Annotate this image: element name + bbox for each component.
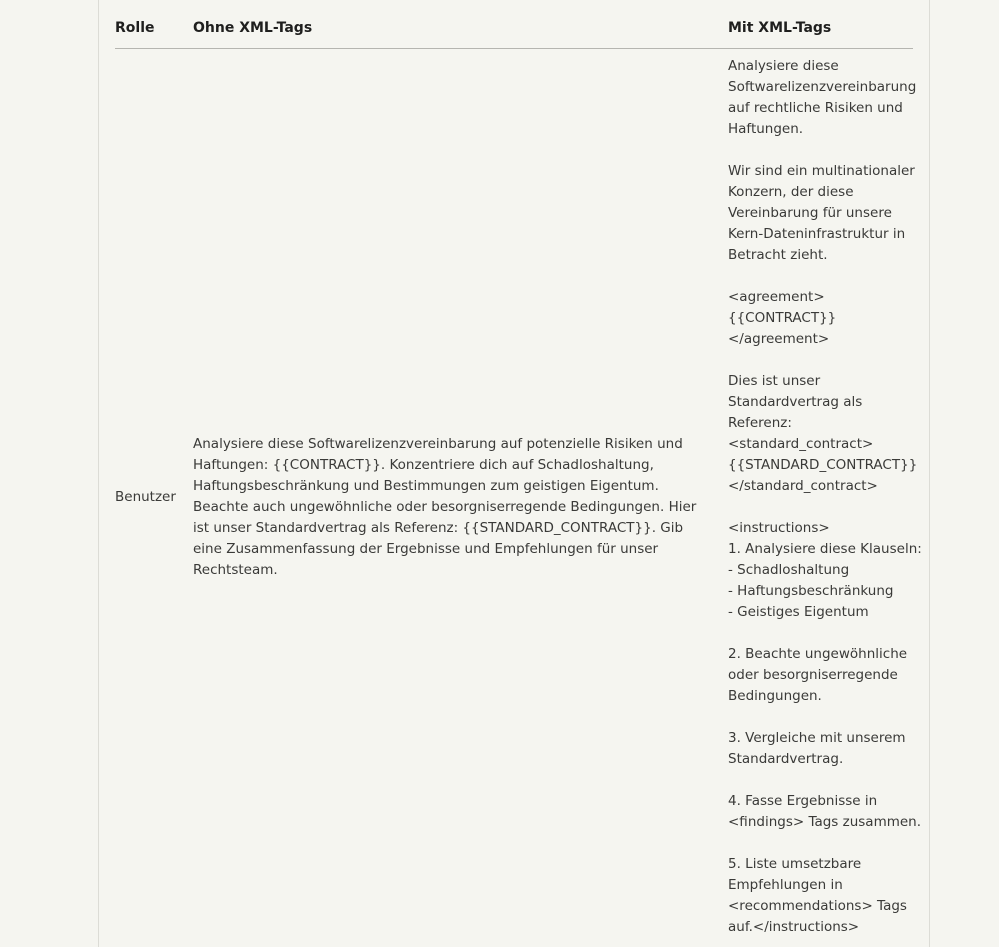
cell-role: Benutzer	[115, 489, 176, 505]
comparison-table	[98, 0, 930, 947]
header-divider	[115, 48, 913, 49]
cell-with-xml: Analysiere diese Softwarelizenzvereinbarung auf rechtliche Risiken und Haftungen. Wir sind ein multinationaler Konzern, der diese Vereinbarung für unsere Kern-Dateninfrastruktur in Betracht zieht. <agreement> {{CONTRACT}} </agreement> Dies ist unser Standardvertrag als Referenz: <standard_contract> {{STANDARD_CONTRACT}} </standard_contract> <instructions> 1. Analysiere diese Klauseln: - Schadloshaltung - Haftungsbeschränkung - Geistiges Eigentum 2. Beachte ungewöhnliche oder besorgniserregende Bedingungen. 3. Vergleiche mit unserem Standardvertrag. 4. Fasse Ergebnisse in <findings> Tags zusammen. 5. Liste umsetzbare Empfehlungen in <recommendations> Tags auf.</instructions>	[728, 58, 922, 935]
cell-without-xml: Analysiere diese Softwarelizenzvereinbarung auf potenzielle Risiken und Haftungen: {{CONTRACT}}. Konzentriere dich auf Schadloshaltung, Haftungsbeschränkung und Bestimmungen zum geistigen Eigentum. Beachte auch ungewöhnliche oder besorgniserregende Bedingungen. Hier ist unser Standardvertrag als Referenz: {{STANDARD_CONTRACT}}. Gib eine Zusammenfassung der Ergebnisse und Empfehlungen für unser Rechtsteam.	[193, 436, 697, 578]
header-without-xml: Ohne XML-Tags	[193, 20, 313, 36]
header-with-xml: Mit XML-Tags	[728, 20, 832, 36]
header-role: Rolle	[115, 20, 155, 36]
